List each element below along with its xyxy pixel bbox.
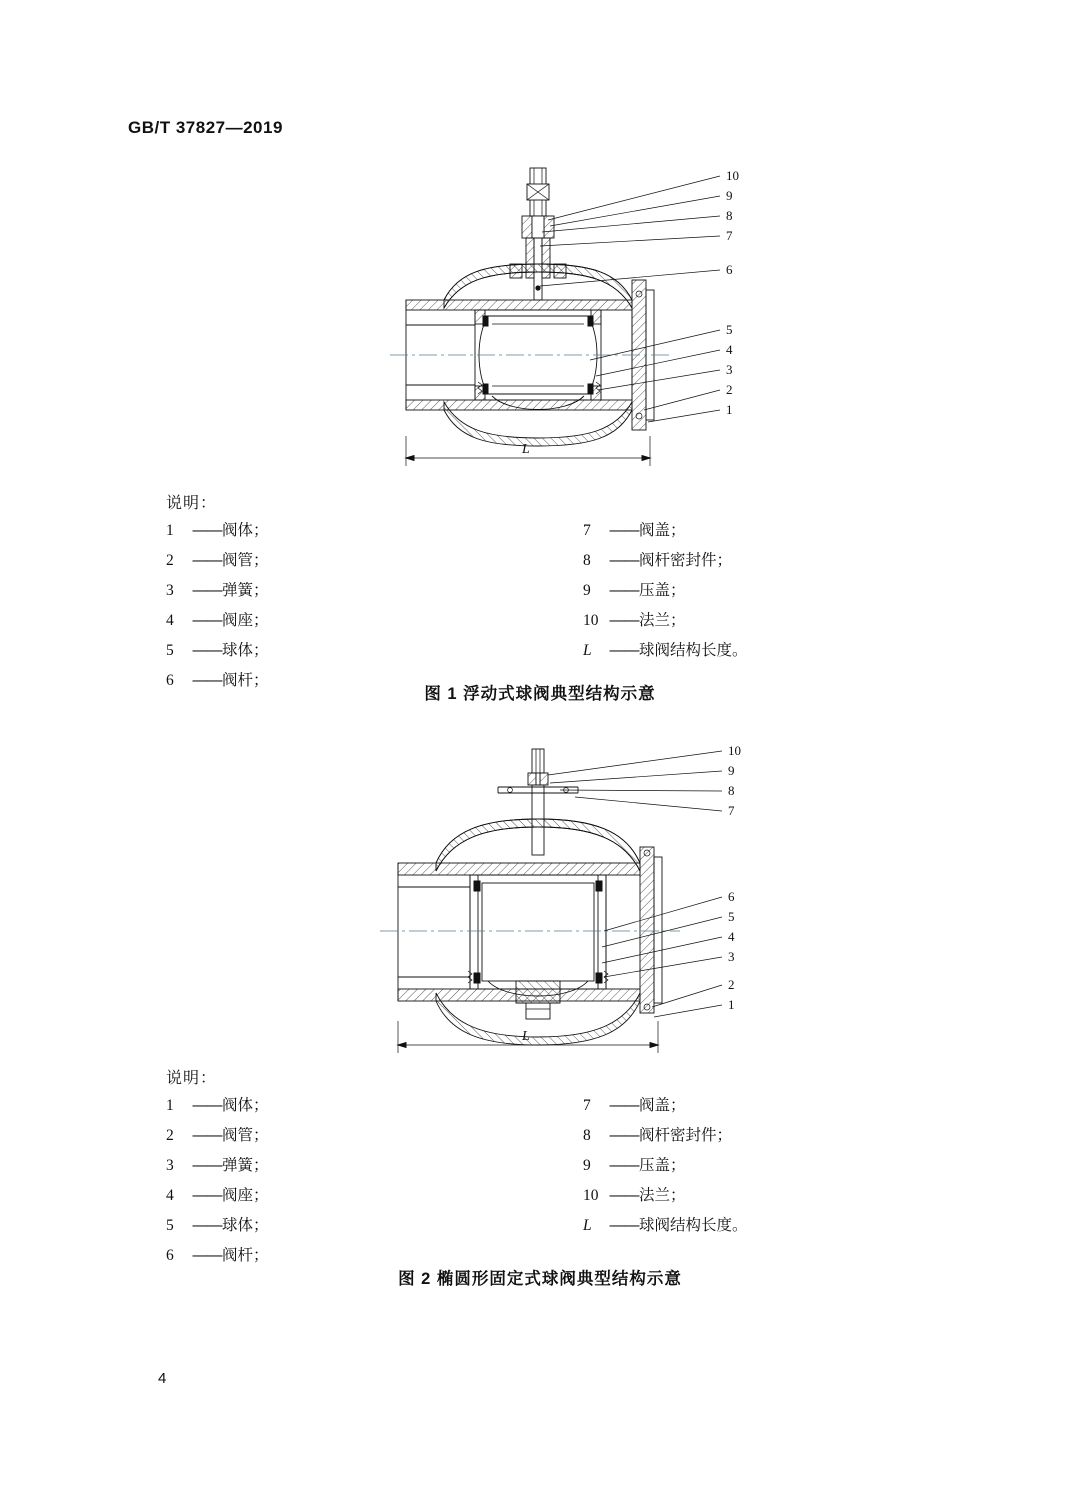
callout-6: 6 bbox=[728, 889, 735, 904]
legend-text: 弹簧； bbox=[222, 1157, 269, 1174]
legend-dash: —— bbox=[609, 582, 639, 599]
legend-text: 压盖； bbox=[639, 1157, 686, 1174]
legend-dash: —— bbox=[192, 642, 222, 659]
figure-2-block bbox=[0, 735, 1080, 1288]
callout-5: 5 bbox=[728, 909, 735, 924]
valve-body bbox=[406, 280, 654, 446]
figure-2-legend bbox=[0, 1065, 1080, 1264]
figure-1-drawing bbox=[230, 160, 850, 490]
legend-dash: —— bbox=[192, 1127, 222, 1144]
callout-10: 10 bbox=[728, 743, 741, 758]
legend-number: 2 bbox=[166, 552, 174, 569]
legend-item bbox=[166, 1153, 269, 1183]
legend-number: 9 bbox=[583, 582, 591, 599]
legend-number: 3 bbox=[166, 582, 174, 599]
legend-dash: —— bbox=[609, 1157, 639, 1174]
legend-item bbox=[166, 578, 269, 608]
figure-1-caption: 图 1 浮动式球阀典型结构示意 bbox=[424, 685, 656, 703]
legend-dash: —— bbox=[192, 1097, 222, 1114]
callout-3: 3 bbox=[728, 949, 735, 964]
callout-leaders bbox=[548, 751, 722, 1017]
valve-body bbox=[398, 847, 662, 1045]
callout-8: 8 bbox=[726, 208, 733, 223]
legend-item bbox=[583, 1093, 748, 1123]
legend-number: 8 bbox=[583, 552, 591, 569]
legend-text: 阀杆密封件； bbox=[639, 1127, 733, 1144]
legend-dash: —— bbox=[609, 642, 639, 659]
legend-dash: —— bbox=[609, 612, 639, 629]
legend-text: 球阀结构长度。 bbox=[639, 642, 748, 659]
legend-number: 1 bbox=[166, 522, 174, 539]
legend-item bbox=[583, 638, 748, 668]
callout-1: 1 bbox=[726, 402, 733, 417]
legend-column-right bbox=[583, 518, 748, 668]
legend-text: 法兰； bbox=[639, 1187, 686, 1204]
legend-text: 压盖； bbox=[639, 582, 686, 599]
valve-stem-assembly bbox=[498, 749, 578, 855]
legend-text: 阀杆； bbox=[222, 672, 269, 689]
legend-dash: —— bbox=[609, 1187, 639, 1204]
callout-6: 6 bbox=[726, 262, 733, 277]
dimension-label-L: L bbox=[522, 442, 530, 457]
legend-number: 6 bbox=[166, 672, 174, 689]
legend-title: 说明： bbox=[166, 1070, 218, 1087]
legend-item bbox=[166, 1183, 269, 1213]
legend-number: L bbox=[583, 642, 592, 659]
legend-dash: —— bbox=[192, 1157, 222, 1174]
legend-item bbox=[583, 1213, 748, 1243]
callout-numbers bbox=[726, 168, 739, 417]
callout-9: 9 bbox=[728, 763, 735, 778]
legend-text: 阀盖； bbox=[639, 522, 686, 539]
legend-item bbox=[166, 1093, 269, 1123]
legend-column-left bbox=[166, 518, 269, 698]
callout-4: 4 bbox=[726, 342, 733, 357]
legend-text: 阀管； bbox=[222, 1127, 269, 1144]
legend-text: 弹簧； bbox=[222, 582, 269, 599]
legend-dash: —— bbox=[192, 672, 222, 689]
legend-dash: —— bbox=[609, 1127, 639, 1144]
legend-item bbox=[583, 548, 748, 578]
callout-7: 7 bbox=[728, 803, 735, 818]
legend-item bbox=[583, 578, 748, 608]
legend-item bbox=[166, 638, 269, 668]
legend-item bbox=[583, 608, 748, 638]
legend-number: 2 bbox=[166, 1127, 174, 1144]
legend-title: 说明： bbox=[166, 495, 218, 512]
legend-number: 7 bbox=[583, 1097, 591, 1114]
legend-item bbox=[583, 518, 748, 548]
figure-2-caption: 图 2 椭圆形固定式球阀典型结构示意 bbox=[398, 1270, 682, 1288]
legend-item bbox=[166, 1213, 269, 1243]
legend-item bbox=[166, 518, 269, 548]
legend-dash: —— bbox=[192, 582, 222, 599]
legend-number: 7 bbox=[583, 522, 591, 539]
legend-number: 4 bbox=[166, 612, 174, 629]
callout-2: 2 bbox=[726, 382, 733, 397]
legend-dash: —— bbox=[192, 1247, 222, 1264]
figure-1-legend bbox=[0, 490, 1080, 689]
legend-dash: —— bbox=[192, 1187, 222, 1204]
callout-3: 3 bbox=[726, 362, 733, 377]
legend-item bbox=[583, 1183, 748, 1213]
legend-number: 5 bbox=[166, 1217, 174, 1234]
legend-number: L bbox=[583, 1217, 592, 1234]
callout-8: 8 bbox=[728, 783, 735, 798]
legend-text: 球体； bbox=[222, 1217, 269, 1234]
legend-item bbox=[166, 548, 269, 578]
page-header-standard-code: GB/T 37827—2019 bbox=[128, 118, 283, 137]
callout-5: 5 bbox=[726, 322, 733, 337]
legend-text: 球体； bbox=[222, 642, 269, 659]
legend-dash: —— bbox=[609, 1217, 639, 1234]
legend-number: 10 bbox=[583, 1187, 599, 1204]
legend-number: 9 bbox=[583, 1157, 591, 1174]
legend-text: 阀盖； bbox=[639, 1097, 686, 1114]
legend-dash: —— bbox=[192, 612, 222, 629]
legend-text: 阀体； bbox=[222, 522, 269, 539]
legend-number: 10 bbox=[583, 612, 599, 629]
legend-text: 阀体； bbox=[222, 1097, 269, 1114]
legend-text: 球阀结构长度。 bbox=[639, 1217, 748, 1234]
legend-text: 阀杆密封件； bbox=[639, 552, 733, 569]
figure-2-drawing bbox=[230, 735, 850, 1065]
legend-item bbox=[583, 1153, 748, 1183]
legend-text: 阀管； bbox=[222, 552, 269, 569]
legend-number: 1 bbox=[166, 1097, 174, 1114]
callout-10: 10 bbox=[726, 168, 739, 183]
legend-dash: —— bbox=[192, 1217, 222, 1234]
legend-number: 6 bbox=[166, 1247, 174, 1264]
legend-item bbox=[583, 1123, 748, 1153]
legend-item bbox=[166, 608, 269, 638]
figure-1-block bbox=[0, 160, 1080, 703]
callout-1: 1 bbox=[728, 997, 735, 1012]
valve-stem-assembly bbox=[522, 168, 554, 300]
legend-text: 阀座； bbox=[222, 1187, 269, 1204]
legend-text: 阀杆； bbox=[222, 1247, 269, 1264]
legend-text: 阀座； bbox=[222, 612, 269, 629]
callout-4: 4 bbox=[728, 929, 735, 944]
legend-item bbox=[166, 1123, 269, 1153]
page-number: 4 bbox=[158, 1370, 167, 1387]
legend-dash: —— bbox=[192, 522, 222, 539]
legend-number: 8 bbox=[583, 1127, 591, 1144]
legend-column-left bbox=[166, 1093, 269, 1273]
legend-text: 法兰； bbox=[639, 612, 686, 629]
legend-number: 4 bbox=[166, 1187, 174, 1204]
legend-dash: —— bbox=[609, 552, 639, 569]
callout-9: 9 bbox=[726, 188, 733, 203]
legend-dash: —— bbox=[609, 522, 639, 539]
legend-column-right bbox=[583, 1093, 748, 1243]
callout-2: 2 bbox=[728, 977, 735, 992]
callout-numbers bbox=[728, 743, 741, 1012]
legend-number: 3 bbox=[166, 1157, 174, 1174]
legend-number: 5 bbox=[166, 642, 174, 659]
legend-dash: —— bbox=[192, 552, 222, 569]
dimension-label-L: L bbox=[522, 1029, 530, 1044]
callout-7: 7 bbox=[726, 228, 733, 243]
legend-dash: —— bbox=[609, 1097, 639, 1114]
